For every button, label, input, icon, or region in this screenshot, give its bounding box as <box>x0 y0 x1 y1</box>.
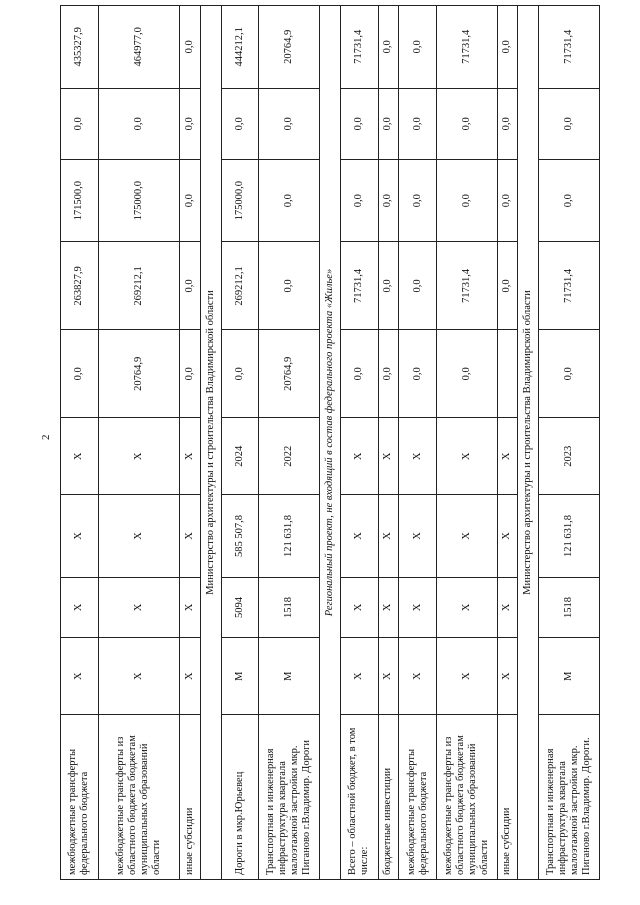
table-cell: X <box>61 495 99 577</box>
table-cell: 0,0 <box>340 160 378 242</box>
table-cell: 175000,0 <box>98 160 179 242</box>
section-row <box>200 6 221 880</box>
table-cell: 0,0 <box>180 330 201 418</box>
row-label: межбюджетные трансферты из областного бюджета бюджетам муниципальных образований области <box>98 715 179 880</box>
table-cell: 0,0 <box>378 330 399 418</box>
table-cell: 121 631,8 <box>539 495 600 577</box>
table-cell: X <box>180 577 201 637</box>
table-row <box>378 6 399 880</box>
table-cell: 0,0 <box>61 330 99 418</box>
table-cell: 0,0 <box>180 88 201 159</box>
table-cell: X <box>399 638 437 715</box>
table-cell: 0,0 <box>378 88 399 159</box>
table-cell: X <box>378 495 399 577</box>
table-cell: X <box>399 577 437 637</box>
table-cell: 2023 <box>539 418 600 495</box>
table-cell: X <box>340 495 378 577</box>
table-cell: 71731,4 <box>436 6 497 89</box>
table-cell: 0,0 <box>378 242 399 330</box>
table-cell: 0,0 <box>221 330 259 418</box>
table-cell: 0,0 <box>259 88 320 159</box>
table-cell: X <box>497 418 518 495</box>
table-cell: 0,0 <box>378 6 399 89</box>
table-cell: X <box>378 577 399 637</box>
table-cell: X <box>180 418 201 495</box>
table-cell: 0,0 <box>180 242 201 330</box>
table-cell: 0,0 <box>180 160 201 242</box>
table-cell: X <box>340 577 378 637</box>
table-cell: X <box>61 577 99 637</box>
table-cell: 0,0 <box>259 160 320 242</box>
section-row <box>320 6 341 880</box>
table-cell: X <box>436 418 497 495</box>
investment-table <box>60 5 600 880</box>
table-cell: 0,0 <box>539 330 600 418</box>
table-cell: X <box>378 418 399 495</box>
table-cell: X <box>61 638 99 715</box>
table-cell: 1518 <box>259 577 320 637</box>
table-cell: 269212,1 <box>221 242 259 330</box>
table-cell: 20764,9 <box>259 6 320 89</box>
row-label: иные субсидии <box>180 715 201 880</box>
table-cell: 0,0 <box>399 242 437 330</box>
table-cell: 0,0 <box>497 88 518 159</box>
table-cell: 0,0 <box>497 6 518 89</box>
table-cell: 2022 <box>259 418 320 495</box>
table-row <box>259 6 320 880</box>
row-label: межбюджетные трансферты федерального бюджета <box>61 715 99 880</box>
table-cell: 2024 <box>221 418 259 495</box>
section-heading: Министерство архитектуры и строительства Владимирской области <box>518 6 539 880</box>
row-label: иные субсидии <box>497 715 518 880</box>
table-cell: 0,0 <box>378 160 399 242</box>
table-cell: X <box>98 638 179 715</box>
table-cell: 71731,4 <box>340 6 378 89</box>
table-row <box>436 6 497 880</box>
table-cell: 0,0 <box>399 330 437 418</box>
table-cell: 464977,0 <box>98 6 179 89</box>
table-cell: 171500,0 <box>61 160 99 242</box>
table-cell: X <box>436 577 497 637</box>
table-cell: X <box>180 495 201 577</box>
table-cell: X <box>436 495 497 577</box>
table-cell: X <box>340 418 378 495</box>
table-row <box>221 6 259 880</box>
table-cell: 0,0 <box>340 88 378 159</box>
table-cell: 585 507,8 <box>221 495 259 577</box>
table-cell: 0,0 <box>259 242 320 330</box>
table-cell: 0,0 <box>399 88 437 159</box>
row-label: межбюджетные трансферты из областного бюджета бюджетам муниципальных образований области <box>436 715 497 880</box>
table-cell: 0,0 <box>340 330 378 418</box>
table-cell <box>497 330 518 418</box>
table-row <box>61 6 99 880</box>
table-cell: 1518 <box>539 577 600 637</box>
table-row <box>497 6 518 880</box>
section-row <box>518 6 539 880</box>
table-cell: 0,0 <box>539 88 600 159</box>
table-cell: М <box>259 638 320 715</box>
table-cell: X <box>497 495 518 577</box>
table-cell: 0,0 <box>436 330 497 418</box>
table-cell: 71731,4 <box>539 6 600 89</box>
table-cell: 0,0 <box>497 242 518 330</box>
table-cell: 20764,9 <box>259 330 320 418</box>
row-label: межбюджетные трансферты федерального бюджета <box>399 715 437 880</box>
table-row <box>98 6 179 880</box>
table-cell: X <box>497 638 518 715</box>
table-cell: М <box>539 638 600 715</box>
table-cell: X <box>497 577 518 637</box>
row-label: Дороги в мкр.Юрьевец <box>221 715 259 880</box>
table-cell: 444212,1 <box>221 6 259 89</box>
table-cell: 175000,0 <box>221 160 259 242</box>
table-row <box>539 6 600 880</box>
table-cell: 263827,9 <box>61 242 99 330</box>
row-label: Всего – областной бюджет, в том числе: <box>340 715 378 880</box>
row-label: бюджетные инвестиции <box>378 715 399 880</box>
table-row <box>340 6 378 880</box>
table-cell: X <box>340 638 378 715</box>
table-cell: 0,0 <box>497 160 518 242</box>
table-cell: 121 631,8 <box>259 495 320 577</box>
table-cell: X <box>98 577 179 637</box>
table-cell: 71731,4 <box>340 242 378 330</box>
table-cell: X <box>98 418 179 495</box>
table-cell: 0,0 <box>399 6 437 89</box>
row-label: Транспортная и инженерная инфраструктура квартала малоэтажной застройки мкр. Пиганово г.Владимир. Дороги. <box>539 715 600 880</box>
table-cell: X <box>436 638 497 715</box>
table-cell: 0,0 <box>436 88 497 159</box>
rotated-table-container <box>60 5 600 880</box>
table-cell: М <box>221 638 259 715</box>
table-cell: 0,0 <box>180 6 201 89</box>
table-cell: 0,0 <box>61 88 99 159</box>
table-cell: 435327,9 <box>61 6 99 89</box>
table-cell: 20764,9 <box>98 330 179 418</box>
table-cell: 0,0 <box>539 160 600 242</box>
table-cell: 269212,1 <box>98 242 179 330</box>
table-cell: X <box>61 418 99 495</box>
row-label: Транспортная и инженерная инфраструктура квартала малоэтажной застройки мкр. Пиганово г.Владимир. Дороги <box>259 715 320 880</box>
table-cell: 0,0 <box>221 88 259 159</box>
table-cell: 0,0 <box>399 160 437 242</box>
table-cell: X <box>378 638 399 715</box>
table-cell: 71731,4 <box>436 242 497 330</box>
table-row <box>180 6 201 880</box>
table-cell: X <box>98 495 179 577</box>
page-number: 2 <box>40 434 52 440</box>
table-cell: 5094 <box>221 577 259 637</box>
table-cell: 71731,4 <box>539 242 600 330</box>
section-heading: Региональный проект, не входящий в состав федерального проекта «Жилье» <box>320 6 341 880</box>
table-cell: X <box>399 495 437 577</box>
table-cell: 0,0 <box>436 160 497 242</box>
table-cell: X <box>399 418 437 495</box>
table-cell: X <box>180 638 201 715</box>
table-cell: 0,0 <box>98 88 179 159</box>
table-row <box>399 6 437 880</box>
section-heading: Министерство архитектуры и строительства Владимирской области <box>200 6 221 880</box>
